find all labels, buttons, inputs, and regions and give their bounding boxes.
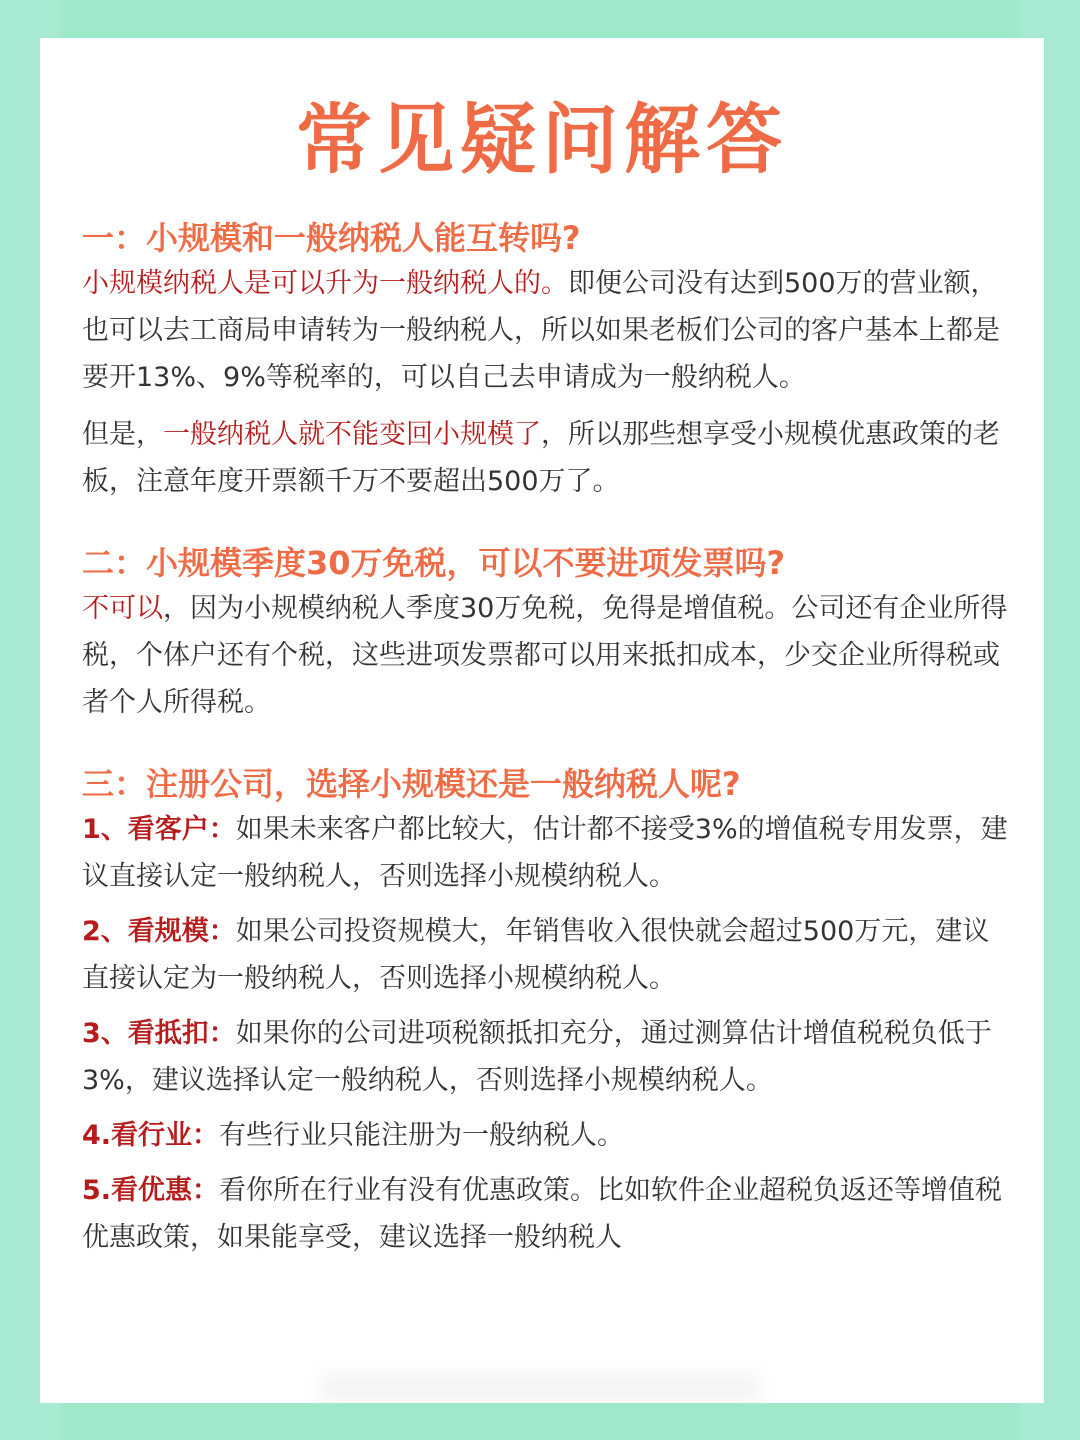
- question-heading-3: 三：注册公司，选择小规模还是一般纳税人呢?: [82, 765, 741, 803]
- item-label: 1、看客户：: [82, 814, 236, 845]
- answer-highlight: 一般纳税人就不能变回小规模了: [163, 419, 541, 450]
- item-text: 如果公司投资规模大，年销售收入很快就会超过500万元，建议直接认定为一般纳税人，否则选择小规模纳税人。: [82, 916, 990, 994]
- answer-prefix: 但是，: [82, 419, 163, 450]
- item-label: 4.看行业：: [82, 1120, 220, 1151]
- list-item: [82, 1167, 1012, 1261]
- answer-paragraph: [82, 585, 1012, 726]
- answer-text: 即便公司没有达到500万的营业额，也可以去工商局申请转为一般纳税人，所以如果老板们公司的客户基本上都是要开13%、9%等税率的，可以自己去申请成为一般纳税人。: [82, 268, 1000, 393]
- answer-paragraph: [82, 411, 1012, 505]
- question-heading-1: 一：小规模和一般纳税人能互转吗?: [82, 219, 581, 257]
- answer-text: ，因为小规模纳税人季度30万免税，免得是增值税。公司还有企业所得税，个体户还有个税，这些进项发票都可以用来抵扣成本，少交企业所得税或者个人所得税。: [82, 593, 1008, 718]
- answer-text: ，所以那些想享受小规模优惠政策的老板，注意年度开票额千万不要超出500万了。: [82, 419, 1000, 497]
- list-item: [82, 806, 1012, 900]
- item-label: 3、看抵扣：: [82, 1018, 236, 1049]
- item-text: 如果你的公司进项税额抵扣充分，通过测算估计增值税税负低于3%，建议选择认定一般纳税人，否则选择小规模纳税人。: [82, 1018, 992, 1096]
- item-text: 有些行业只能注册为一般纳税人。: [219, 1120, 625, 1151]
- answer-highlight: 不可以: [82, 593, 163, 624]
- item-label: 5.看优惠：: [82, 1175, 220, 1206]
- faq-card: [40, 38, 1044, 1403]
- item-text: 看你所在行业有没有优惠政策。比如软件企业超税负返还等增值税优惠政策，如果能享受，建议选择一般纳税人: [82, 1175, 1003, 1253]
- item-label: 2、看规模：: [82, 916, 236, 947]
- list-item: [82, 1112, 1012, 1159]
- answer-highlight: 小规模纳税人是可以升为一般纳税人的。: [82, 268, 568, 299]
- page-title: 常见疑问解答: [296, 95, 788, 184]
- faq-content: [82, 216, 1012, 1261]
- item-text: 如果未来客户都比较大，估计都不接受3%的增值税专用发票，建议直接认定一般纳税人，否则选择小规模纳税人。: [82, 814, 1008, 892]
- bottom-glow: [320, 1373, 760, 1403]
- answer-paragraph: [82, 260, 1012, 401]
- question-heading-2: 二：小规模季度30万免税，可以不要进项发票吗?: [82, 544, 786, 582]
- list-item: [82, 908, 1012, 1002]
- list-item: [82, 1010, 1012, 1104]
